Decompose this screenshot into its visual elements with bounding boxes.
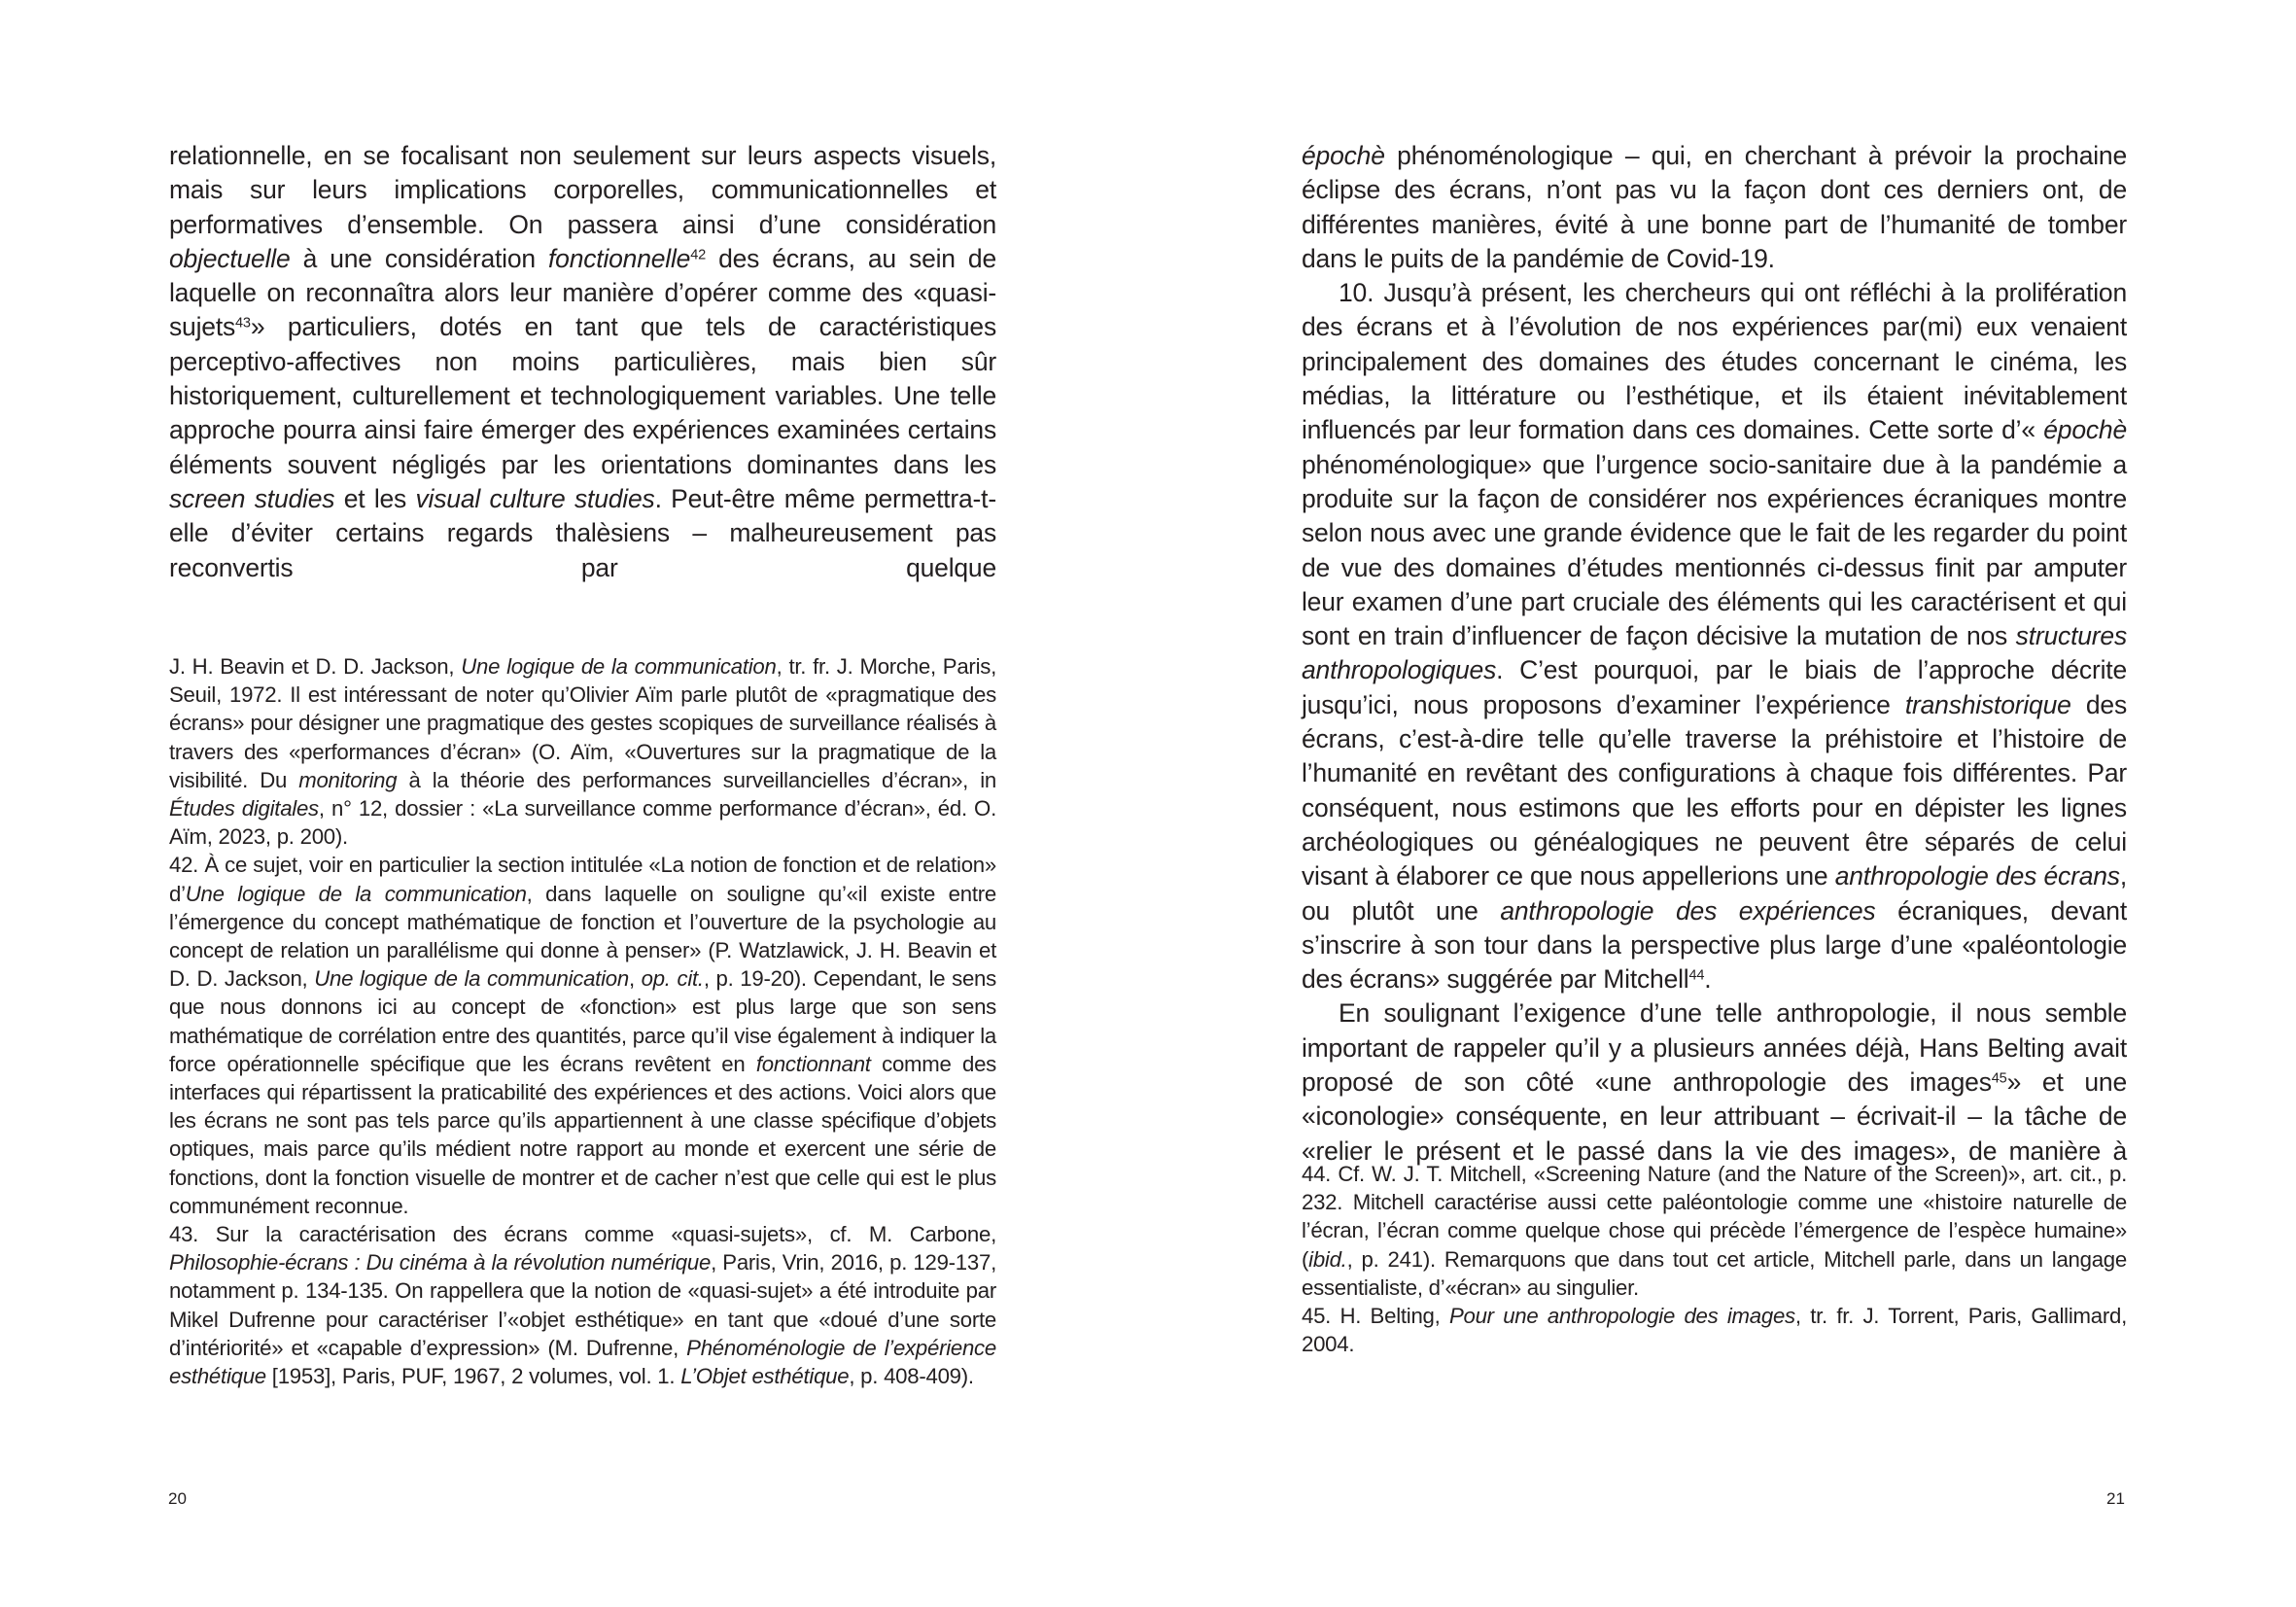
- page-number: 20: [168, 1489, 187, 1508]
- footnote: [169, 652, 996, 851]
- text-run: phénoménologique» que l’urgence socio-sanitaire due à la pandémie a produite sur la façon de considérer nos expériences écraniques montre selon nous avec une grande évidence que le fait de les regarder du point de vue des domaines d’études mentionnés ci-dessus finit par amputer leur examen d’une part cruciale des éléments qui les caractérisent et qui sont en train d’influencer de façon décisive la mutation de nos: [1302, 449, 2127, 651]
- text-run: .: [1704, 964, 1712, 995]
- text-run: et les: [334, 483, 416, 513]
- italic-text: épochè: [2043, 415, 2127, 445]
- italic-text: transhistorique: [1904, 689, 2071, 719]
- text-run: ,: [628, 966, 642, 992]
- text-run: 43. Sur la caractérisation des écrans comme «quasi-sujets», cf. M. Carbone,: [169, 1222, 996, 1247]
- text-run: , tr. fr. J. Morche, Paris, Seuil, 1972. Il est intéressant de noter qu’Olivier Aïm parle plutôt de «pragmatique des écrans» pour désigner une pragmatique des gestes scopiques de surveillance réalisés à travers des «performances d’écran» (O. Aïm, «Ouvertures sur la pragmatique de la visibilité. Du: [169, 654, 997, 792]
- italic-text: fonctionnant: [755, 1051, 871, 1076]
- text-run: 42. À ce sujet, voir en particulier la section intitulée «La notion de fonction et de relation» d’: [169, 853, 996, 906]
- text-run: phénoménologique – qui, en cherchant à prévoir la prochaine éclipse des écrans, n’ont pas vu la façon dont ces derniers ont, de différentes manières, évité à une bonne part de l’humanité de tomber dans le puits de la pandémie de Covid-19.: [1302, 141, 2127, 273]
- italic-text: monitoring: [298, 767, 398, 792]
- paragraph: [169, 139, 996, 585]
- footnote-ref: 43: [235, 315, 251, 332]
- italic-text: anthropologie des écrans: [1834, 861, 2120, 891]
- text-run: des écrans, c’est-à-dire telle qu’elle traverse la préhistoire et l’histoire de l’humanité en revêtant des configurations à chaque fois différentes. Par conséquent, nous estimons que les efforts pour en dépister les lignes archéologiques ou généalogiques ne peuvent être séparés de celui visant à élaborer ce que nous appellerions une: [1302, 689, 2127, 891]
- text-run: » particuliers, dotés en tant que tels de caractéristiques perceptivo-affectives non moins particulières, mais bien sûr historiquement, culturellement et technologiquement variables. Une telle approche pourra ainsi faire émerger des expériences examinées certains éléments souvent négligés par les orientations dominantes dans les: [169, 312, 996, 479]
- text-run: , tr. fr. J. Torrent, Paris, Gallimard, 2004.: [1302, 1304, 2128, 1357]
- body-text: [1302, 139, 2127, 1169]
- text-run: J. H. Beavin et D. D. Jackson,: [169, 654, 462, 679]
- text-run: 10. Jusqu’à présent, les chercheurs qui ont réfléchi à la prolifération des écrans et à l’évolution de nos expériences par(mi) eux venaient principalement des domaines des études concernant le cinéma, les médias, la littérature ou l’esthétique, et ils étaient inévitablement influencés par leur formation dans ces domaines. Cette sorte d’«: [1302, 278, 2127, 445]
- footnote-ref: 42: [690, 247, 707, 263]
- text-run: 44. Cf. W. J. T. Mitchell, «Screening Nature (and the Nature of the Screen)», art. cit., p. 232. Mitchell caractérise aussi cette paléontologie comme une «histoire naturelle de l’écran, l’écran comme quelque chose qui précède l’émergence de l’espèce humaine» (: [1302, 1162, 2127, 1272]
- right-page: [1148, 0, 2296, 1607]
- footnote-ref: 45: [1991, 1070, 2007, 1087]
- italic-text: L’Objet esthétique: [680, 1364, 850, 1389]
- footnotes: [169, 652, 996, 1390]
- paragraph: [1302, 139, 2127, 276]
- text-run: . C’est pourquoi, par le biais de l’approche décrite jusqu’ici, nous proposons d’examiner l’expérience: [1302, 655, 2127, 719]
- footnote: [1302, 1160, 2127, 1302]
- body-text: [169, 139, 996, 585]
- text-run: , p. 408-409).: [849, 1364, 974, 1389]
- page-number: 21: [2106, 1489, 2125, 1508]
- italic-text: Pour une anthropologie des images: [1448, 1304, 1795, 1329]
- text-run: , ou plutôt une: [1302, 861, 2127, 926]
- text-run: , n° 12, dossier : «La surveillance comme performance d’écran», éd. O. Aïm, 2023, p. 200).: [169, 796, 996, 850]
- footnote: [169, 1220, 996, 1390]
- paragraph: [1302, 276, 2127, 996]
- text-run: relationnelle, en se focalisant non seulement sur leurs aspects visuels, mais sur leurs implications corporelles, communicationnelles et performatives d’ensemble. On passera ainsi d’une considération: [169, 141, 996, 239]
- italic-text: Phénoménologie de l’expérience esthétique: [169, 1335, 996, 1389]
- text-run: à la théorie des performances surveillancielles d’écran», in: [397, 767, 996, 792]
- italic-text: fonctionnelle: [548, 243, 691, 273]
- text-run: [1953], Paris, PUF, 1967, 2 volumes, vol. 1.: [265, 1364, 681, 1389]
- italic-text: op. cit.: [641, 966, 704, 992]
- text-run: , p. 241). Remarquons que dans tout cet article, Mitchell parle, dans un langage essentialiste, d’«écran» au singulier.: [1302, 1246, 2127, 1300]
- italic-text: Une logique de la communication: [314, 966, 629, 992]
- text-run: En soulignant l’exigence d’une telle anthropologie, il nous semble important de rappeler qu’il y a plusieurs années déjà, Hans Belting avait proposé de son côté «une anthropologie des images: [1302, 998, 2127, 1098]
- italic-text: ibid.: [1308, 1246, 1347, 1272]
- italic-text: Une logique de la communication: [461, 654, 777, 679]
- text-run: comme des interfaces qui répartissent la praticabilité des expériences et des actions. Voici alors que les écrans ne sont pas tels parce qu’ils appartiennent à une classe spécifique d’objets optiques, mais parce qu’ils médient notre rapport au monde et exercent une série de fonctions, dont la fonction visuelle de montrer et de cacher n’est que celle qui est le plus communément reconnue.: [169, 1051, 997, 1218]
- footnote-ref: 44: [1688, 967, 1705, 984]
- italic-text: Philosophie-écrans : Du cinéma à la révolution numérique: [169, 1250, 712, 1275]
- text-run: » et une «iconologie» conséquente, en leur attribuant – écrivait-il – la tâche de «relier le présent et le passé dans la vie des images», de manière à: [1302, 1067, 2127, 1166]
- italic-text: screen studies: [169, 483, 335, 513]
- italic-text: anthropologie des expériences: [1500, 895, 1876, 926]
- text-run: , p. 19-20). Cependant, le sens que nous donnons ici au concept de «fonction» est plus large que son sens mathématique de corrélation entre des quantités, parce qu’il vise également à indiquer la force opérationnelle spécifique que les écrans revêtent en: [169, 966, 996, 1076]
- text-run: . Peut-être même permettra-t-elle d’éviter certains regards thalèsiens – malheureusement pas reconvertis par quelque: [169, 483, 996, 582]
- italic-text: visual culture studies: [415, 483, 655, 513]
- text-run: 45. H. Belting,: [1302, 1304, 1449, 1329]
- text-run: , Paris, Vrin, 2016, p. 129-137, notamment p. 134-135. On rappellera que la notion de «quasi-sujet» a été introduite par Mikel Dufrenne pour caractériser l’«objet esthétique» en tant que «doué d’une sorte d’intériorité» et «capable d’expression» (M. Dufrenne,: [169, 1250, 996, 1360]
- footnote: [169, 851, 996, 1220]
- italic-text: objectuelle: [169, 243, 291, 273]
- italic-text: structures anthropologiques: [1302, 621, 2127, 685]
- footnote: [1302, 1302, 2127, 1358]
- italic-text: Une logique de la communication: [185, 881, 527, 906]
- paragraph: [1302, 996, 2127, 1168]
- text-run: des écrans, au sein de laquelle on reconnaîtra alors leur manière d’opérer comme des «quasi-sujets: [169, 243, 996, 342]
- text-run: à une considération: [290, 243, 548, 273]
- italic-text: épochè: [1302, 141, 1385, 170]
- footnotes: [1302, 1160, 2127, 1358]
- text-run: écraniques, devant s’inscrire à son tour dans la perspective plus large d’une «paléontologie des écrans» suggérée par Mitchell: [1302, 895, 2127, 995]
- text-run: , dans laquelle on souligne qu’«il existe entre l’émergence du concept mathématique de fonction et l’ouverture de la psychologie au concept de relation un parallélisme qui donne à penser» (P. Watzlawick, J. H. Beavin et D. D. Jackson,: [169, 881, 996, 992]
- italic-text: Études digitales: [169, 796, 319, 821]
